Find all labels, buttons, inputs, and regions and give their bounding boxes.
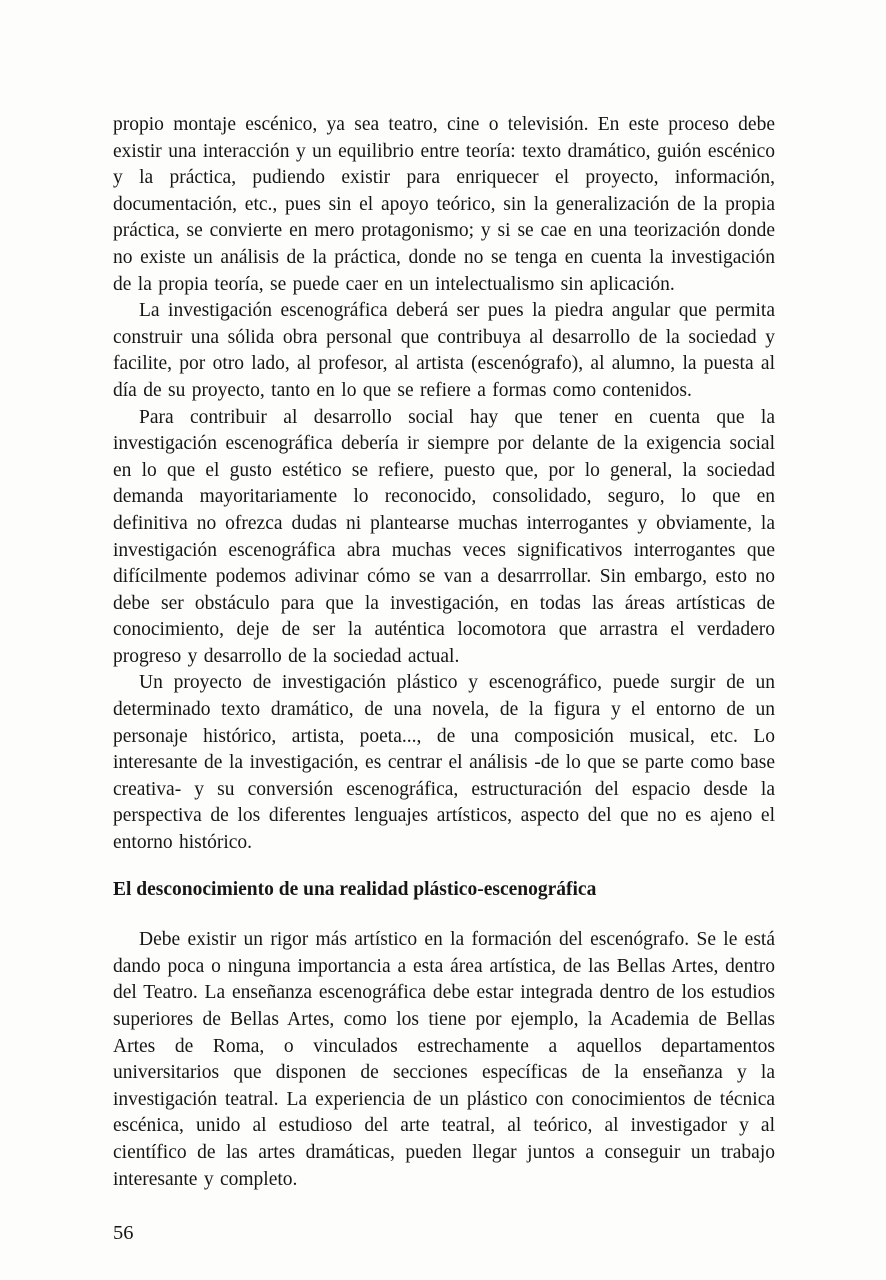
section-heading: El desconocimiento de una realidad plástico-escenográfica xyxy=(113,878,597,900)
paragraph-rigor-artistico: Debe existir un rigor más artístico en la formación del escenógrafo. Se le está dando poca o ninguna importancia a esta área artística, de las Bellas Artes, dentro del Teatro. La enseñanza escenográfica debe estar integrada dentro de los estudios superiores de Bellas Artes, como los tiene por ejemplo, la Academia de Bellas Artes de Roma, o vinculados estrechamente a aquellos departamentos universitarios que disponen de secciones específicas de la enseñanza y la investigación teatral. La experiencia de un plástico con conocimientos de técnica escénica, unido al estudioso del arte teatral, al teórico, al investigador y al científico de las artes dramáticas, pueden llegar juntos a conseguir un trabajo interesante y completo. xyxy=(113,929,775,1190)
paragraph-investigacion-escenografica: La investigación escenográfica deberá ser pues la piedra angular que permita construir una sólida obra personal que contribuya al desarrollo de la sociedad y facilite, por otro lado, al profesor, al artista (escenógrafo), al alumno, la puesta al día de su proyecto, tanto en lo que se refiere a formas como contenidos. xyxy=(113,300,775,401)
paragraph-proyecto-investigacion: Un proyecto de investigación plástico y escenográfico, puede surgir de un determinado texto dramático, de una novela, de la figura y el entorno de un personaje histórico, artista, poeta..., de una composición musical, etc. Lo interesante de la investigación, es centrar el análisis -de lo que se parte como base creativa- y su conversión escenográfica, estructuración del espacio desde la perspectiva de los diferentes lenguajes artísticos, aspecto del que no es ajeno el entorno histórico. xyxy=(113,672,775,854)
page-number: 56 xyxy=(113,1222,134,1244)
document-page xyxy=(113,112,775,1193)
paragraph-continuation: propio montaje escénico, ya sea teatro, cine o televisión. En este proceso debe existir una interacción y un equilibrio entre teoría: texto dramático, guión escénico y la práctica, pudiendo existir para enriquecer el proyecto, información, documentación, etc., pues sin el apoyo teórico, sin la generalización de la propia práctica, se convierte en mero protagonismo; y si se cae en una teorización donde no existe un análisis de la práctica, donde no se tenga en cuenta la investigación de la propia teoría, se puede caer en un intelectualismo sin aplicación. xyxy=(113,114,775,295)
paragraph-contribuir-desarrollo: Para contribuir al desarrollo social hay que tener en cuenta que la investigación escenográfica debería ir siempre por delante de la exigencia social en lo que el gusto estético se refiere, puesto que, por lo general, la sociedad demanda mayoritariamente lo reconocido, consolidado, seguro, lo que en definitiva no ofrezca dudas ni plantearse muchas interrogantes y obviamente, la investigación escenográfica abra muchas veces significativos interrogantes que difícilmente podemos adivinar cómo se van a desarrrollar. Sin embargo, esto no debe ser obstáculo para que la investigación, en todas las áreas artísticas de conocimiento, deje de ser la auténtica locomotora que arrastra el verdadero progreso y desarrollo de la sociedad actual. xyxy=(113,406,775,667)
